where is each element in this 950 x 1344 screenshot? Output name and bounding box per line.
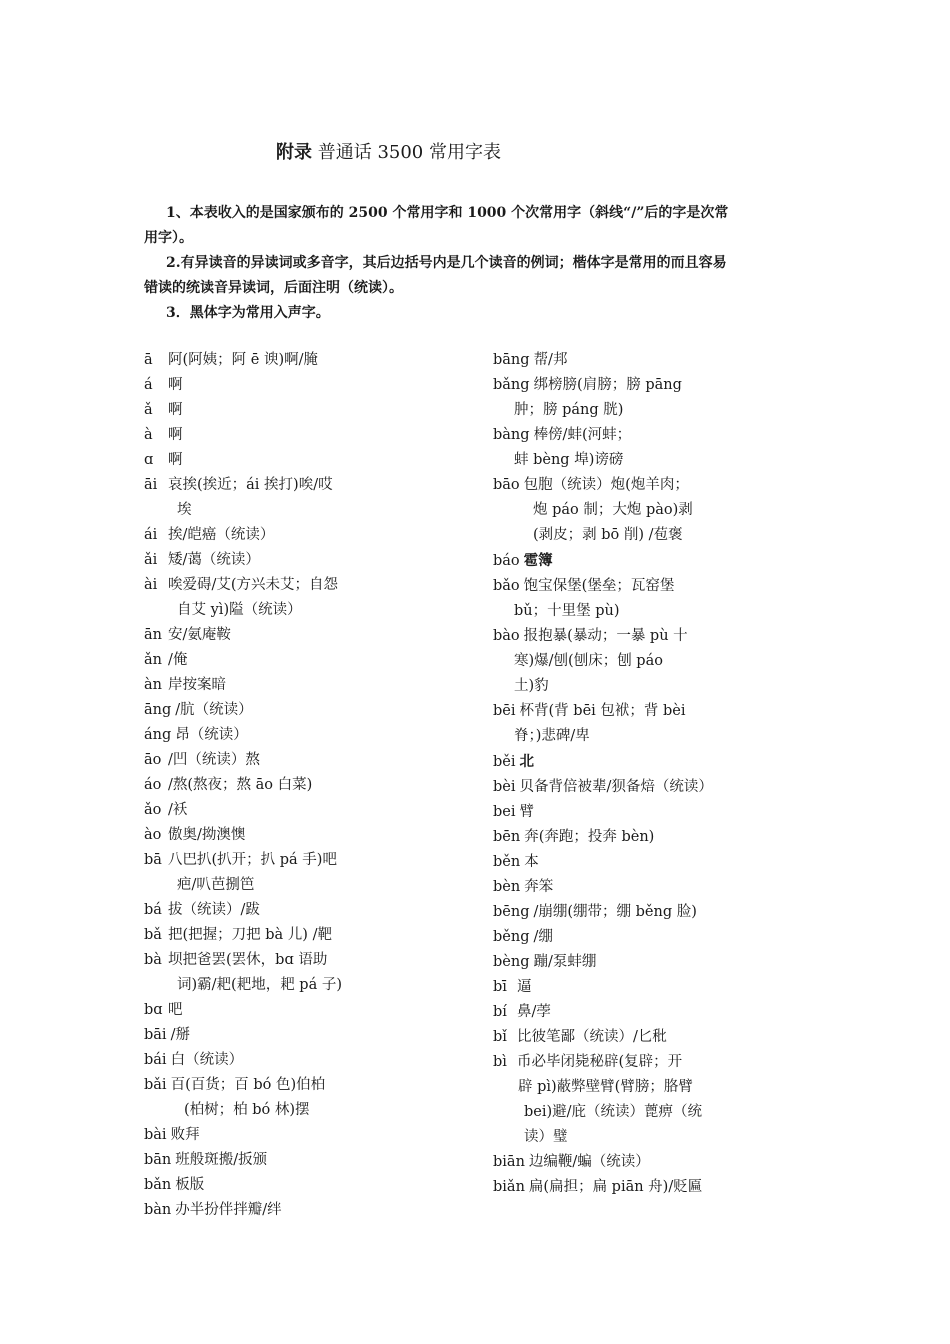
list-item-continued: 词)霸/耙(耙地，耙 pá 子) <box>177 977 343 993</box>
list-item <box>493 775 823 800</box>
pinyin: bào <box>493 628 520 644</box>
chars: 臂 <box>519 804 535 820</box>
chars: 绑榜膀(肩膀；膀 pāng <box>533 377 682 393</box>
list-item-continued: 疤/叭芭捌笆 <box>177 877 255 893</box>
list-item <box>144 1023 474 1048</box>
chars: 百(百货；百 bó 色)伯柏 <box>170 1077 326 1093</box>
pinyin: bèn <box>493 879 521 895</box>
list-item <box>144 373 474 398</box>
chars: 白（统读） <box>170 1052 244 1068</box>
pinyin: bān <box>144 1152 172 1168</box>
list-item <box>493 423 823 448</box>
list-item <box>144 923 474 948</box>
list-item-continued: 肿；膀 páng 胱) <box>514 402 624 418</box>
chars: 昂（统读） <box>175 727 248 743</box>
list-item-continued: 辟 pì)蔽弊壁臂(臂膀；胳臂 <box>518 1079 693 1095</box>
list-item-continued: bei)避/庇（统读）蓖痹（统 <box>524 1104 703 1120</box>
chars: 挨/皑癌（统读） <box>168 527 275 543</box>
chars: 哀挨(挨近；ái 挨打)唉/哎 <box>168 477 333 493</box>
list-item <box>493 548 823 574</box>
pinyin: ǎi <box>144 552 158 568</box>
list-item <box>144 1073 474 1098</box>
note-2-line-2: 错读的统读音异读词，后面注明（统读）。 <box>144 280 403 296</box>
list-item <box>493 1025 823 1050</box>
pinyin: bèng <box>493 954 530 970</box>
list-item <box>493 950 823 975</box>
chars: 啊 <box>168 452 183 468</box>
list-item <box>493 1050 823 1075</box>
chars: 边编鞭/蝙（统读） <box>528 1154 650 1170</box>
chars: 扁(扁担；扁 piān 舟)/贬匾 <box>528 1179 703 1195</box>
list-item <box>144 1173 474 1198</box>
list-item-continued: 读）璧 <box>524 1129 568 1145</box>
pinyin: ào <box>144 827 162 843</box>
pinyin: bɑ <box>144 1002 163 1018</box>
list-item <box>144 948 474 973</box>
pinyin: ái <box>144 527 158 543</box>
chars: 阿(阿姨；阿 ē 谀)啊/腌 <box>168 352 318 368</box>
chars: 坝把爸罢(罢休，bɑ 语助 <box>168 952 328 968</box>
list-item <box>493 348 823 373</box>
chars: 班般斑搬/扳颁 <box>175 1152 268 1168</box>
note-1-line-1: 1、本表收入的是国家颁布的 2500 个常用字和 1000 个次常用字（斜线“/”后的字是次常 <box>166 205 729 221</box>
chars: 杯背(背 bēi 包袱；背 bèi <box>519 703 686 719</box>
pinyin: bāo <box>493 477 520 493</box>
chars: 把(把握；刀把 bà 儿) /靶 <box>168 927 332 943</box>
title-prefix: 附录 <box>276 142 312 163</box>
chars: 币必毕闭毙秘辟(复辟；开 <box>517 1054 683 1070</box>
list-item <box>144 348 474 373</box>
chars: /凹（统读）熬 <box>168 752 260 768</box>
chars: 拔（统读）/跋 <box>168 902 260 918</box>
list-item <box>493 925 823 950</box>
pinyin: bā <box>144 852 162 868</box>
pinyin: bǎ <box>144 927 162 943</box>
pinyin: ān <box>144 627 162 643</box>
list-item <box>144 423 474 448</box>
list-item-continued: bǔ；十里堡 pù) <box>514 603 620 619</box>
pinyin: báo <box>493 553 520 569</box>
chars: 帮/邦 <box>533 352 568 368</box>
chars: 包胞（统读）炮(炮羊肉； <box>523 477 689 493</box>
pinyin: bǎng <box>493 377 530 393</box>
list-item <box>144 798 474 823</box>
pinyin: ǎ <box>144 402 153 418</box>
chars: 败拜 <box>170 1127 200 1143</box>
list-item <box>493 1175 823 1200</box>
chars: 逼 <box>517 979 532 995</box>
pinyin: bàn <box>144 1202 172 1218</box>
pinyin: āng <box>144 702 172 718</box>
list-item <box>144 823 474 848</box>
list-item-continued: 自艾 yì)隘（统读） <box>177 602 302 618</box>
pinyin: bí <box>493 1004 507 1020</box>
pinyin: àn <box>144 677 162 693</box>
pinyin: bēng <box>493 904 530 920</box>
chars: 矮/蔼（统读） <box>168 552 260 568</box>
pinyin: áo <box>144 777 162 793</box>
chars: 岸按案暗 <box>168 677 226 693</box>
pinyin: bǎi <box>144 1077 167 1093</box>
pinyin: bá <box>144 902 162 918</box>
chars: /绷 <box>533 929 553 945</box>
list-item-continued: (柏树；柏 bó 林)摆 <box>184 1102 310 1118</box>
page-title <box>276 138 501 164</box>
chars: 饱宝保堡(堡垒；瓦窑堡 <box>523 578 675 594</box>
chars: 北 <box>519 753 535 770</box>
list-item <box>144 548 474 573</box>
list-item <box>144 573 474 598</box>
pinyin: běi <box>493 754 516 770</box>
chars: /俺 <box>168 652 188 668</box>
chars: 鼻/荸 <box>517 1004 551 1020</box>
list-item <box>144 898 474 923</box>
pinyin: bāi <box>144 1027 167 1043</box>
list-item <box>493 875 823 900</box>
chars: 棒傍/蚌(河蚌； <box>533 427 632 443</box>
list-item <box>493 1000 823 1025</box>
chars: 报抱暴(暴动；一暴 pù 十 <box>523 628 688 644</box>
list-item <box>144 723 474 748</box>
list-item <box>493 850 823 875</box>
title-text: 普通话 3500 常用字表 <box>312 142 501 163</box>
pinyin: ā <box>144 352 153 368</box>
right-column <box>493 348 823 1200</box>
list-item <box>144 398 474 423</box>
list-item-continued: 脊；)悲碑/卑 <box>514 728 590 744</box>
pinyin: ài <box>144 577 158 593</box>
chars: 办半扮伴拌瓣/绊 <box>175 1202 282 1218</box>
chars: /掰 <box>170 1027 190 1043</box>
pinyin: bì <box>493 1054 507 1070</box>
list-item <box>144 1148 474 1173</box>
pinyin: āi <box>144 477 158 493</box>
pinyin: à <box>144 427 153 443</box>
list-item <box>493 1150 823 1175</box>
list-item-continued: 土)豹 <box>514 678 549 694</box>
list-item <box>144 998 474 1023</box>
pinyin: bī <box>493 979 507 995</box>
list-item-continued: 寒)爆/刨(刨床；刨 páo <box>514 653 663 669</box>
chars: 安/氨庵鞍 <box>168 627 231 643</box>
pinyin: běng <box>493 929 530 945</box>
chars: 唉爱碍/艾(方兴未艾；自怨 <box>168 577 339 593</box>
pinyin: ɑ <box>144 452 154 468</box>
chars: 傲奥/拗澳懊 <box>168 827 246 843</box>
pinyin: biān <box>493 1154 525 1170</box>
pinyin: bài <box>144 1127 167 1143</box>
chars: 八巴扒(扒开；扒 pá 手)吧 <box>168 852 337 868</box>
pinyin: bǎn <box>144 1177 172 1193</box>
pinyin: bāng <box>493 352 530 368</box>
list-item <box>493 473 823 498</box>
pinyin: bēn <box>493 829 521 845</box>
list-item-continued: 蚌 bèng 埠)谤磅 <box>514 452 624 468</box>
pinyin: bēi <box>493 703 516 719</box>
list-item <box>144 773 474 798</box>
pinyin: á <box>144 377 153 393</box>
pinyin: bái <box>144 1052 167 1068</box>
pinyin: bǎo <box>493 578 520 594</box>
list-item <box>493 624 823 649</box>
chars: 蹦/泵蚌绷 <box>533 954 597 970</box>
list-item-continued: (剥皮；剥 bō 削) /苞褒 <box>533 527 683 543</box>
list-item <box>493 574 823 599</box>
list-item <box>144 1198 474 1223</box>
list-item <box>144 623 474 648</box>
left-column <box>144 348 474 1223</box>
list-item <box>493 825 823 850</box>
chars: 板版 <box>175 1177 205 1193</box>
list-item-continued: 炮 páo 制；大炮 pào)剥 <box>533 502 693 518</box>
chars: 贝备背倍被辈/狈备焙（统读） <box>519 779 713 795</box>
chars: 吧 <box>168 1002 183 1018</box>
list-item <box>144 698 474 723</box>
pinyin: bàng <box>493 427 530 443</box>
list-item-continued: 埃 <box>177 502 192 518</box>
chars: 奔笨 <box>524 879 554 895</box>
pinyin: běn <box>493 854 521 870</box>
list-item <box>144 848 474 873</box>
chars: 啊 <box>168 402 183 418</box>
list-item <box>144 748 474 773</box>
pinyin: bei <box>493 804 516 820</box>
chars: 比彼笔鄙（统读）/匕秕 <box>517 1029 667 1045</box>
pinyin: bǐ <box>493 1029 507 1045</box>
pinyin: biǎn <box>493 1179 525 1195</box>
chars: /崩绷(绷带；绷 běng 脸) <box>533 904 697 920</box>
list-item <box>144 1048 474 1073</box>
note-2-line-1: 2.有异读音的异读词或多音字，其后边括号内是几个读音的例词；楷体字是常用的而且容易 <box>166 255 727 271</box>
note-1-line-2: 用字）。 <box>144 230 193 246</box>
list-item <box>493 800 823 825</box>
chars: /袄 <box>168 802 188 818</box>
pinyin: āo <box>144 752 162 768</box>
chars: 本 <box>524 854 539 870</box>
list-item <box>493 373 823 398</box>
list-item <box>493 975 823 1000</box>
note-3: 3．黑体字为常用入声字。 <box>166 305 330 321</box>
chars: 奔(奔跑；投奔 bèn) <box>524 829 655 845</box>
list-item <box>144 673 474 698</box>
pinyin: bèi <box>493 779 516 795</box>
list-item <box>493 749 823 775</box>
list-item <box>144 473 474 498</box>
pinyin: ǎn <box>144 652 162 668</box>
list-item <box>144 648 474 673</box>
list-item <box>144 1123 474 1148</box>
list-item <box>493 699 823 724</box>
chars: 啊 <box>168 427 183 443</box>
chars: /肮（统读） <box>175 702 253 718</box>
list-item <box>144 523 474 548</box>
chars: 雹簿 <box>523 552 553 569</box>
chars: /熬(熬夜；熬 āo 白菜) <box>168 777 313 793</box>
chars: 啊 <box>168 377 183 393</box>
list-item <box>144 448 474 473</box>
list-item <box>493 900 823 925</box>
pinyin: ǎo <box>144 802 162 818</box>
pinyin: áng <box>144 727 172 743</box>
pinyin: bà <box>144 952 162 968</box>
